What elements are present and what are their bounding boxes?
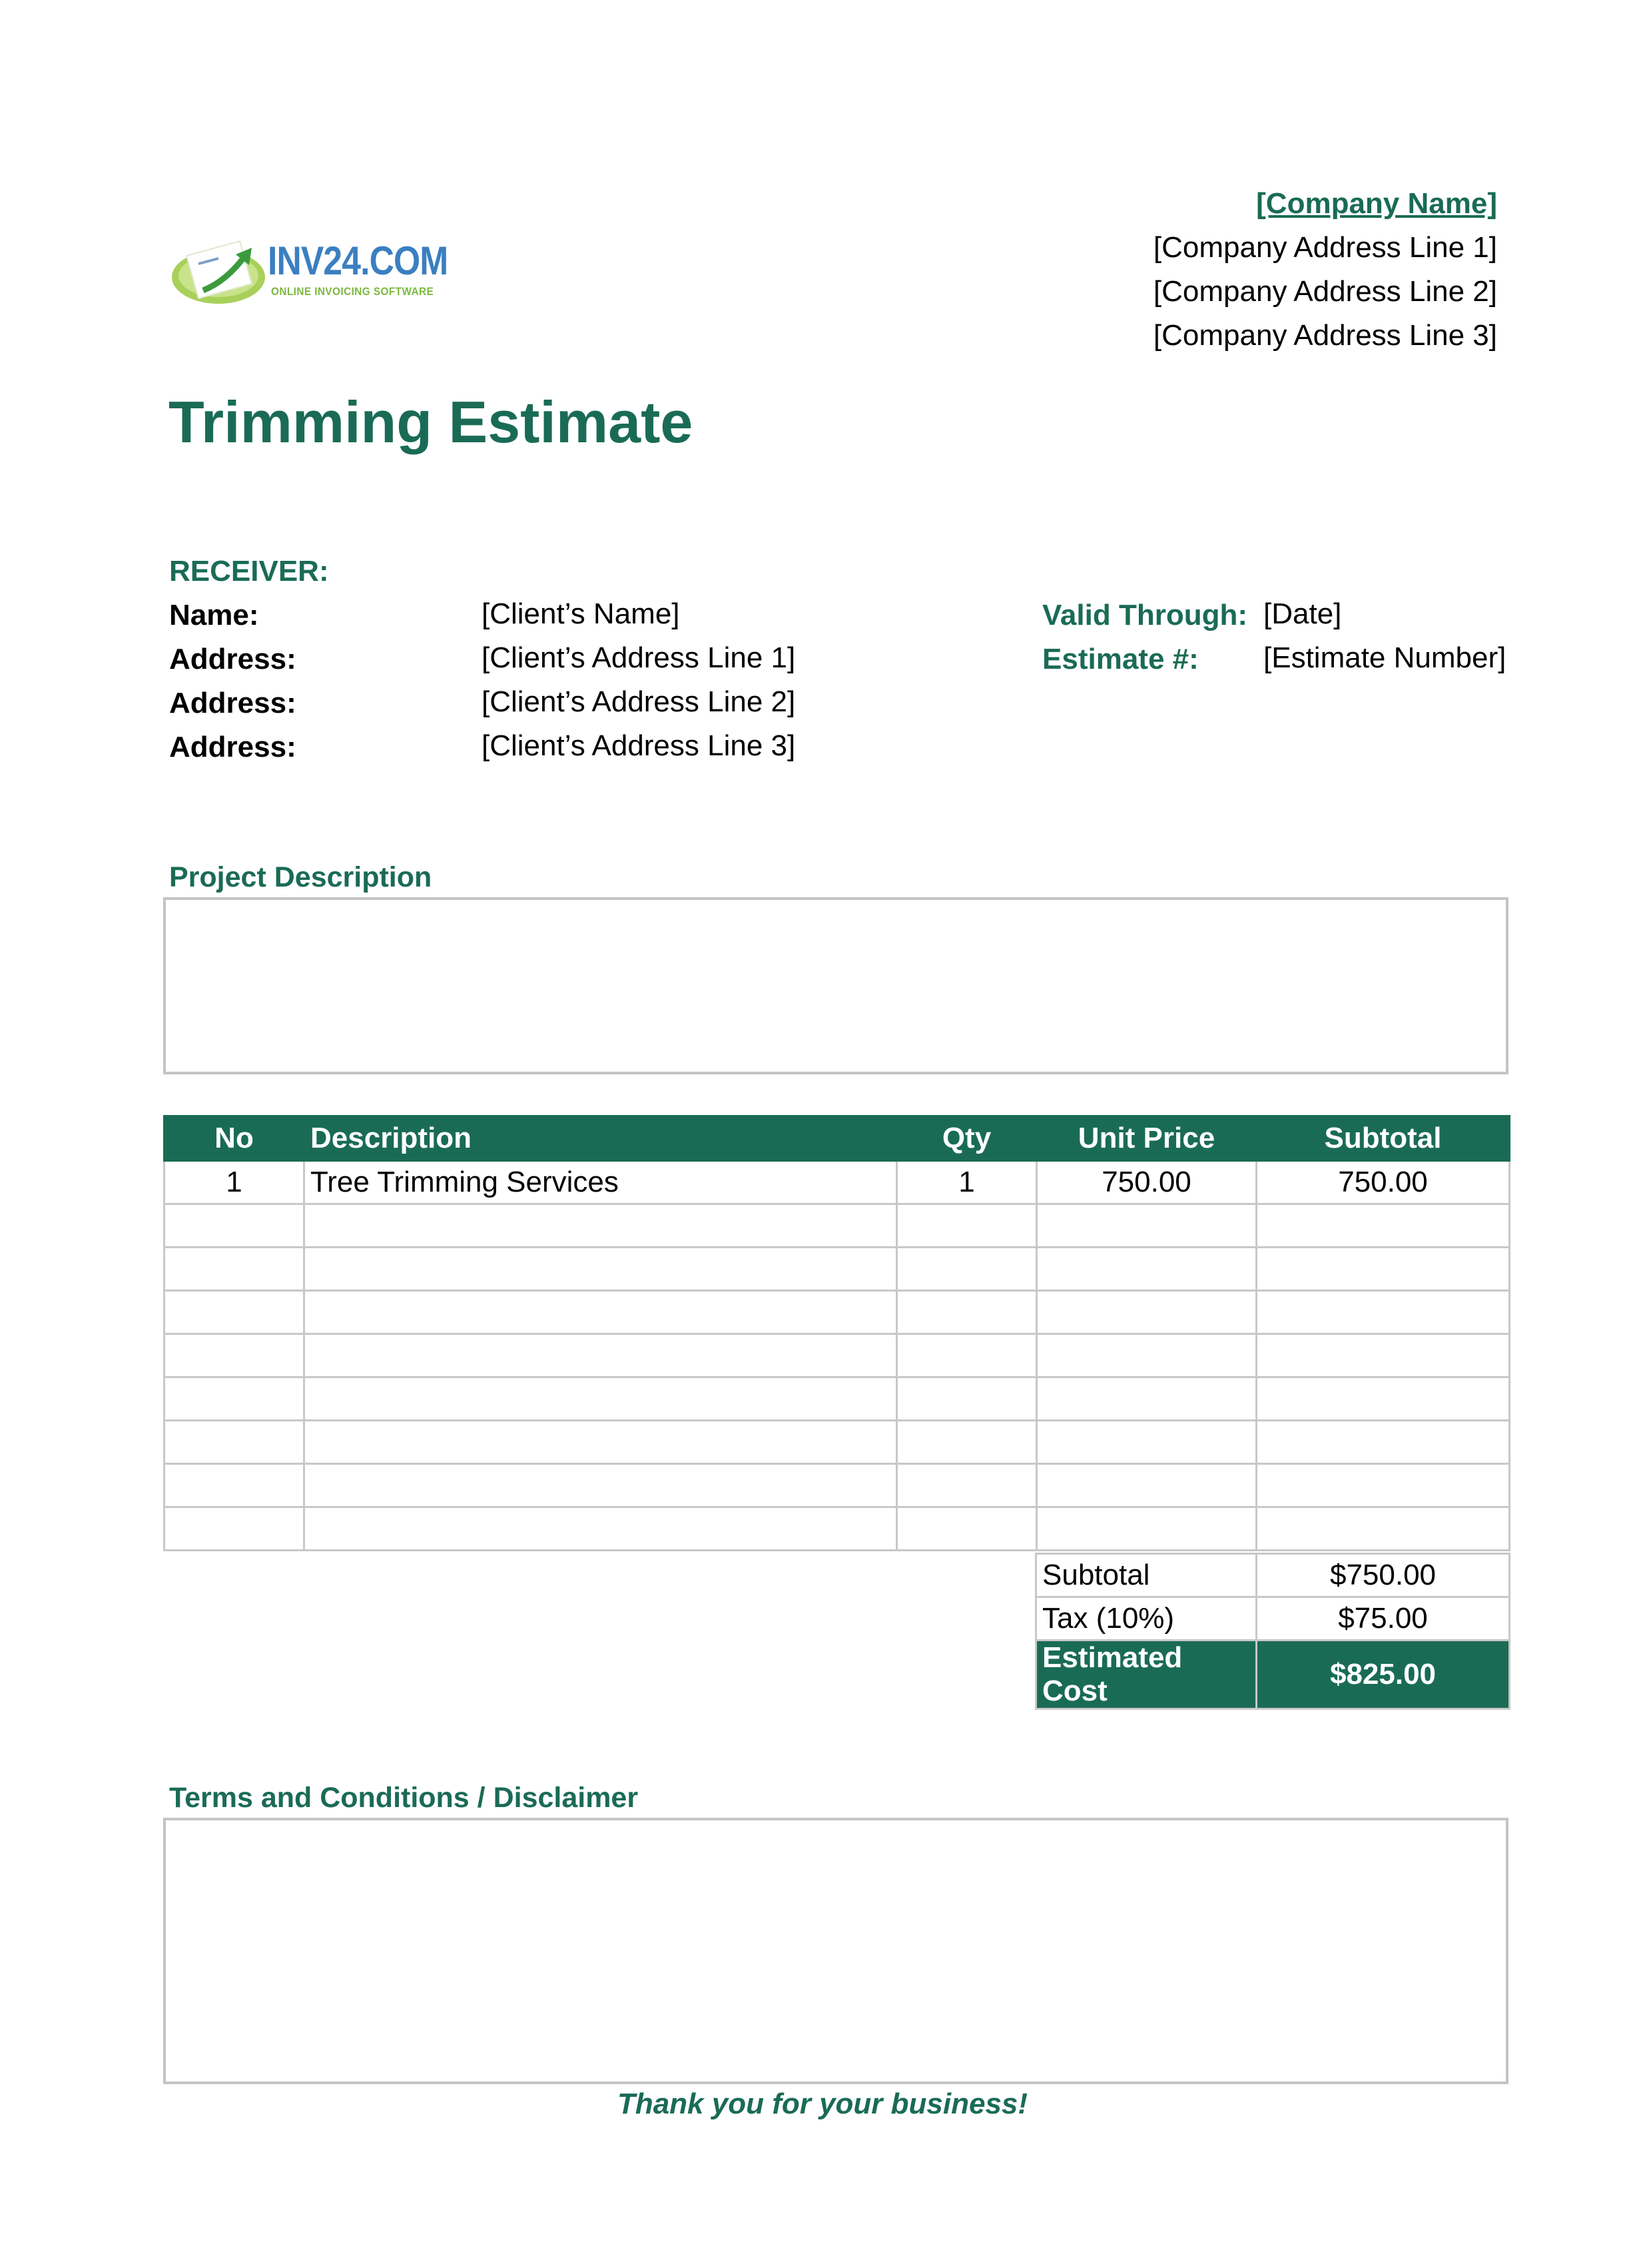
header-qty: Qty (897, 1116, 1037, 1161)
cell-description: Tree Trimming Services (304, 1161, 897, 1204)
header-subtotal: Subtotal (1257, 1116, 1510, 1161)
cell-description (304, 1421, 897, 1464)
totals-table (1035, 1553, 1510, 1710)
cell-unit-price (1037, 1204, 1257, 1248)
cell-subtotal (1257, 1334, 1510, 1377)
cell-unit-price (1037, 1291, 1257, 1334)
address-label-3: Address: (169, 731, 296, 763)
company-address-line-2: [Company Address Line 2] (1153, 275, 1497, 308)
table-row (164, 1204, 1510, 1248)
address-label-2: Address: (169, 687, 296, 719)
page-title: Trimming Estimate (168, 389, 693, 455)
cell-qty (897, 1248, 1037, 1291)
cell-qty (897, 1464, 1037, 1507)
terms-heading: Terms and Conditions / Disclaimer (169, 1782, 639, 1814)
subtotal-row (1036, 1554, 1510, 1597)
cell-qty (897, 1507, 1037, 1551)
cell-no (164, 1204, 304, 1248)
cell-subtotal (1257, 1421, 1510, 1464)
cell-unit-price (1037, 1248, 1257, 1291)
cell-subtotal: 750.00 (1257, 1161, 1510, 1204)
cell-subtotal (1257, 1248, 1510, 1291)
cell-unit-price (1037, 1377, 1257, 1421)
cell-qty (897, 1421, 1037, 1464)
items-table (163, 1115, 1510, 1551)
estimate-number-value: [Estimate Number] (1263, 641, 1506, 674)
cell-subtotal (1257, 1507, 1510, 1551)
estimated-cost-row (1036, 1641, 1510, 1709)
cell-qty (897, 1291, 1037, 1334)
receiver-heading: RECEIVER: (169, 555, 329, 587)
thank-you-message: Thank you for your business! (617, 2087, 1028, 2120)
table-row (164, 1377, 1510, 1421)
name-label: Name: (169, 599, 259, 631)
table-header-row (164, 1116, 1510, 1161)
cell-subtotal (1257, 1291, 1510, 1334)
valid-through-label: Valid Through: (1042, 599, 1247, 631)
table-row (164, 1248, 1510, 1291)
client-name: [Client’s Name] (482, 597, 680, 630)
cell-no (164, 1507, 304, 1551)
cell-no (164, 1377, 304, 1421)
estimated-cost-label: Estimated Cost (1036, 1641, 1257, 1709)
cell-no (164, 1248, 304, 1291)
cell-qty (897, 1377, 1037, 1421)
cell-unit-price (1037, 1507, 1257, 1551)
company-name: [Company Name] (1256, 187, 1497, 220)
header-unit-price: Unit Price (1037, 1116, 1257, 1161)
tax-label: Tax (10%) (1036, 1597, 1257, 1641)
cell-subtotal (1257, 1377, 1510, 1421)
client-address-line-3: [Client’s Address Line 3] (482, 729, 796, 762)
estimated-cost-value: $825.00 (1257, 1641, 1510, 1709)
table-row (164, 1334, 1510, 1377)
subtotal-label: Subtotal (1036, 1554, 1257, 1597)
cell-unit-price: 750.00 (1037, 1161, 1257, 1204)
cell-description (304, 1204, 897, 1248)
address-label-1: Address: (169, 643, 296, 675)
cell-no (164, 1291, 304, 1334)
cell-description (304, 1291, 897, 1334)
cell-unit-price (1037, 1334, 1257, 1377)
cell-no: 1 (164, 1161, 304, 1204)
table-row (164, 1464, 1510, 1507)
logo-tagline: ONLINE INVOICING SOFTWARE (271, 285, 434, 298)
cell-description (304, 1248, 897, 1291)
terms-box[interactable] (163, 1818, 1508, 2084)
subtotal-value: $750.00 (1257, 1554, 1510, 1597)
cell-no (164, 1334, 304, 1377)
cell-unit-price (1037, 1421, 1257, 1464)
cell-qty: 1 (897, 1161, 1037, 1204)
table-row (164, 1291, 1510, 1334)
tax-row (1036, 1597, 1510, 1641)
cell-subtotal (1257, 1464, 1510, 1507)
valid-through-value: [Date] (1263, 597, 1342, 630)
project-description-heading: Project Description (169, 861, 432, 893)
cell-subtotal (1257, 1204, 1510, 1248)
project-description-box[interactable] (163, 897, 1508, 1074)
cell-unit-price (1037, 1464, 1257, 1507)
table-row (164, 1161, 1510, 1204)
cell-description (304, 1464, 897, 1507)
client-address-line-1: [Client’s Address Line 1] (482, 641, 796, 674)
cell-qty (897, 1204, 1037, 1248)
table-row (164, 1421, 1510, 1464)
cell-qty (897, 1334, 1037, 1377)
header-no: No (164, 1116, 304, 1161)
company-address-line-1: [Company Address Line 1] (1153, 231, 1497, 264)
cell-description (304, 1377, 897, 1421)
client-address-line-2: [Client’s Address Line 2] (482, 685, 796, 718)
logo-text: INV24.COM (268, 238, 448, 283)
cell-no (164, 1464, 304, 1507)
tax-value: $75.00 (1257, 1597, 1510, 1641)
company-address-line-3: [Company Address Line 3] (1153, 319, 1497, 352)
table-row (164, 1507, 1510, 1551)
estimate-number-label: Estimate #: (1042, 643, 1199, 675)
cell-description (304, 1507, 897, 1551)
header-description: Description (304, 1116, 897, 1161)
cell-description (304, 1334, 897, 1377)
cell-no (164, 1421, 304, 1464)
